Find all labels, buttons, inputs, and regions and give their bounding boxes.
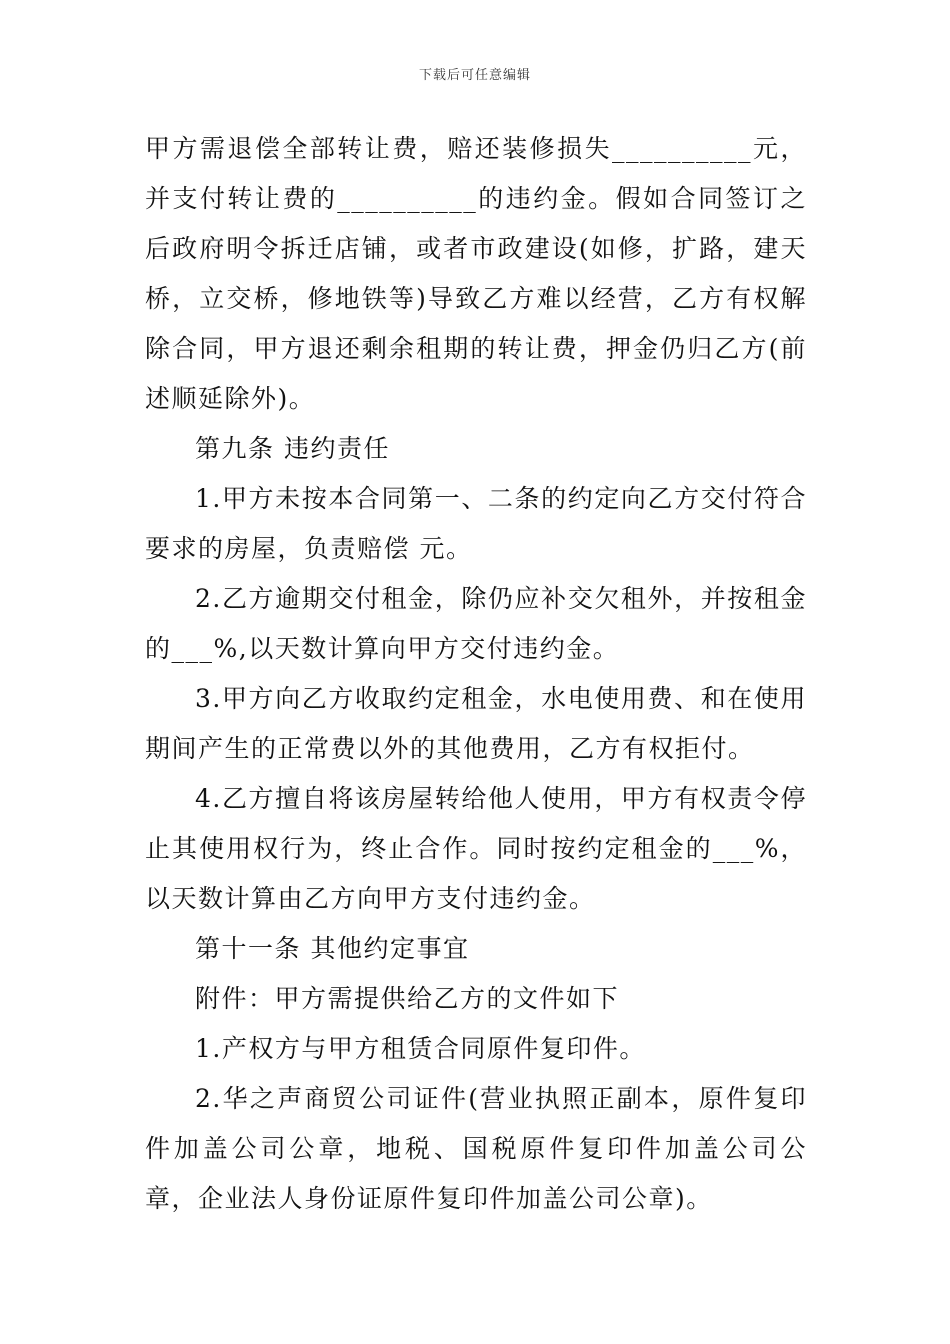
section-heading-article-11: 第十一条 其他约定事宜 [195, 934, 470, 963]
document-body [145, 124, 807, 1224]
clause-item: 1.甲方未按本合同第一、二条的约定向乙方交付符合要求的房屋，负责赔偿 元。 [145, 484, 807, 563]
clause-item: 2.乙方逾期交付租金，除仍应补交欠租外，并按租金的___%,以天数计算向甲方交付违约金。 [145, 584, 807, 663]
page-header: 下载后可任意编辑 [418, 68, 531, 83]
clause-item: 4.乙方擅自将该房屋转给他人使用，甲方有权责令停止其使用权行为，终止合作。同时按约定租金的___%，以天数计算由乙方向甲方支付违约金。 [145, 784, 807, 913]
section-heading-article-9: 第九条 违约责任 [195, 434, 390, 463]
clause-item: 3.甲方向乙方收取约定租金，水电使用费、和在使用期间产生的正常费以外的其他费用，乙方有权拒付。 [145, 684, 807, 763]
attachment-heading: 附件：甲方需提供给乙方的文件如下 [195, 984, 620, 1013]
attachment-item: 1.产权方与甲方租赁合同原件复印件。 [195, 1034, 646, 1063]
paragraph-continuation: 甲方需退偿全部转让费，赔还装修损失__________元，并支付转让费的__________的违约金。假如合同签订之后政府明令拆迁店铺，或者市政建设(如修，扩路，建天桥，立交桥，修地铁等)导致乙方难以经营，乙方有权解除合同，甲方退还剩余租期的转让费，押金仍归乙方(前述顺延除外)。 [145, 134, 807, 413]
attachment-item: 2.华之声商贸公司证件(营业执照正副本，原件复印件加盖公司公章，地税、国税原件复印件加盖公司公章，企业法人身份证原件复印件加盖公司公章)。 [145, 1084, 807, 1213]
